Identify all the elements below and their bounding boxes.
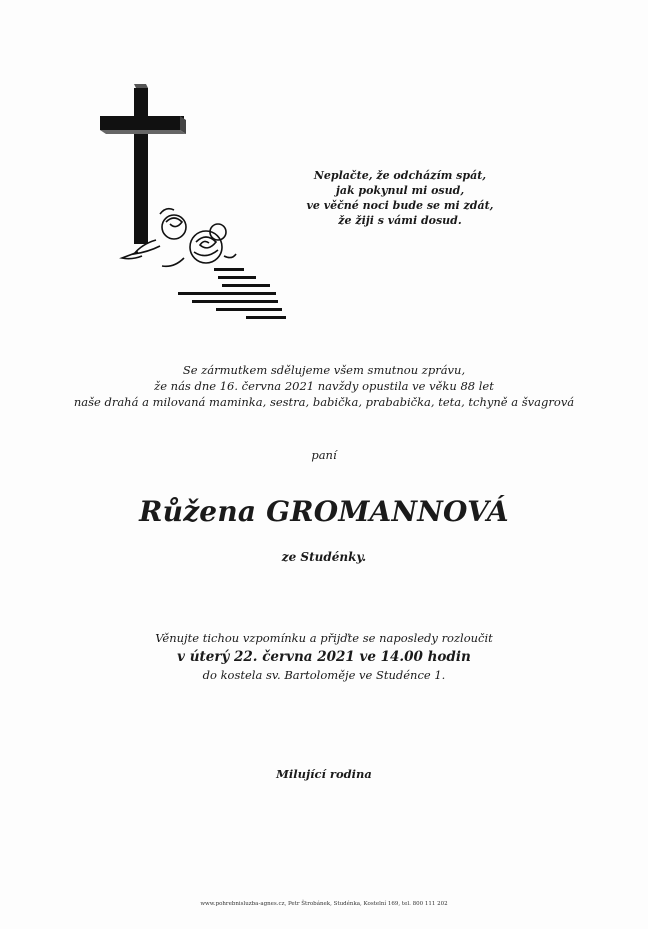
footer-contact: www.pohrebnisluzba-agnes.cz, Petr Štrobánek, Studénka, Kostelní 169, tel. 800 111 202: [200, 901, 448, 907]
announcement-line: naše drahá a milovaná maminka, sestra, babička, prababička, teta, tchyně a švagrová: [73, 395, 575, 409]
poem-line: že žiji s vámi dosud.: [338, 214, 462, 227]
poem-line: ve věčné noci bude se mi zdát,: [306, 199, 494, 212]
signature: Milující rodina: [276, 767, 372, 781]
ceremony-location: do kostela sv. Bartoloměje ve Studénce 1.: [202, 668, 446, 682]
ceremony-details: [0, 630, 648, 684]
poem: [300, 168, 500, 228]
deceased-origin: ze Studénky.: [281, 550, 367, 564]
announcement-line: že nás dne 16. června 2021 navždy opustila ve věku 88 let: [154, 379, 494, 393]
poem-line: jak pokynul mi osud,: [335, 184, 465, 197]
poem-line: Neplačte, že odcházím spát,: [313, 169, 487, 182]
honorific: paní: [311, 448, 337, 462]
cross-with-roses-icon: [96, 82, 288, 322]
ceremony-invitation: Věnujte tichou vzpomínku a přijďte se naposledy rozloučit: [155, 631, 493, 645]
announcement: [0, 362, 648, 410]
announcement-line: Se zármutkem sdělujeme všem smutnou zprávu,: [182, 363, 466, 377]
deceased-name: Růžena GROMANNOVÁ: [139, 495, 509, 528]
ceremony-datetime: v úterý 22. června 2021 ve 14.00 hodin: [177, 649, 471, 665]
